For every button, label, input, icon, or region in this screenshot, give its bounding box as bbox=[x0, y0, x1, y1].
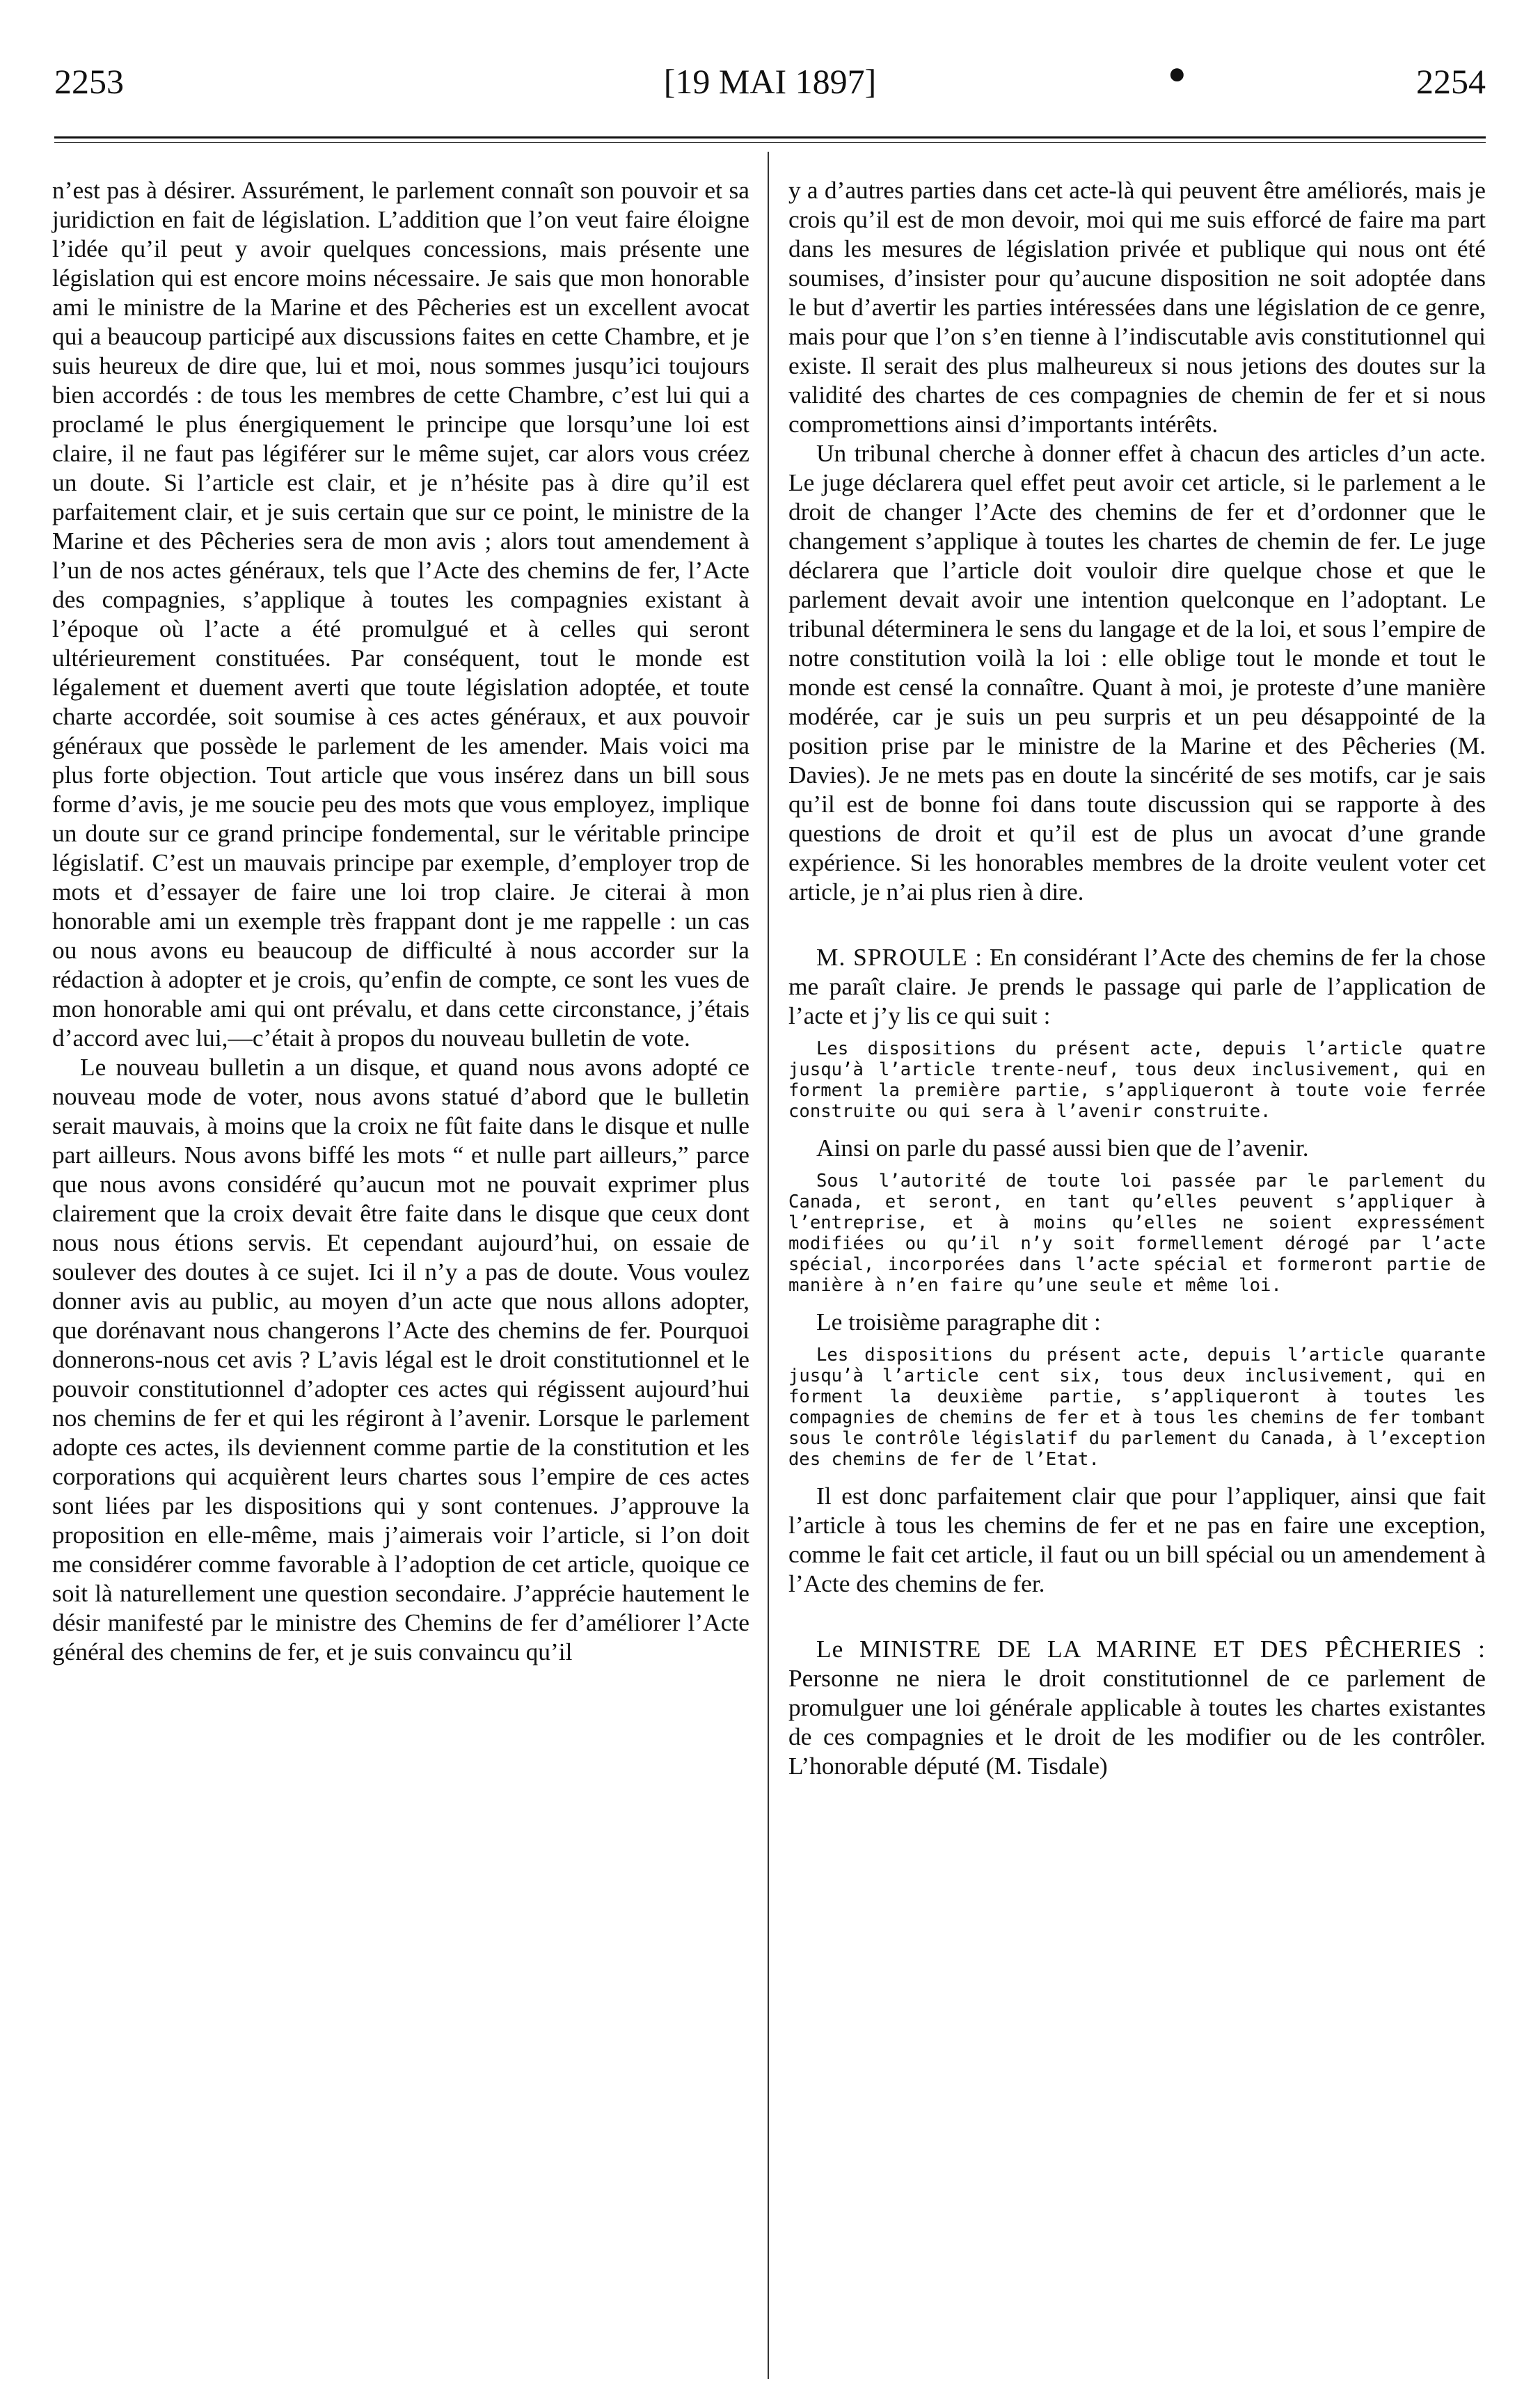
page-number-left: 2253 bbox=[54, 62, 124, 101]
paragraph: Un tribunal cherche à donner effet à chacun des articles d’un acte. Le juge déclarera quel effet peut avoir cet article, si le parlement a le droit de changer l’Acte des chemins de fer et d’ordonner que le changement s’applique à toutes les chartes de chemin de fer. Le juge déclarera que l’article doit vouloir dire quelque chose et que le parlement devait avoir une intention quelconque en l’adoptant. Le tribunal déterminera le sens du langage et de la loi, et sous l’empire de notre constitution voilà la loi : elle oblige tout le monde et tout le monde est censé la connaître. Quant à moi, je proteste d’une manière modérée, car je suis un peu surpris et un peu désappointé de la position prise par le ministre de la Marine et des Pêcheries (M. Davies). Je ne mets pas en doute la sincérité de ses motifs, car je sais qu’il est de bonne foi dans toute discussion qui se rapporte à des questions de droit et qu’il est de plus un avocat d’une grande expérience. Si les honorables membres de la droite veulent voter cet article, je n’ai plus rien à dire. bbox=[788, 439, 1486, 905]
paragraph: Le troisième paragraphe dit : bbox=[816, 1308, 1101, 1336]
left-column bbox=[52, 175, 749, 1666]
page-number-right: 2254 bbox=[1416, 62, 1486, 101]
block-quote: Sous l’autorité de toute loi passée par le parlement du Canada, et seront, en tant qu’elles peuvent s’appliquer à l’entreprise, et à moins qu’elles ne soient expressément modifiées ou qu’il n’y soit formellement dérogé par l’acte spécial, incorporées dans l’acte spécial et formeront partie de manière à n’en faire qu’une seule et même loi. bbox=[788, 1171, 1486, 1296]
block-quote: Les dispositions du présent acte, depuis l’article quarante jusqu’à l’article cent six, tous deux inclusivement, qui en forment la deuxième partie, s’appliqueront à toutes les compagnies de chemins de fer et à tous les chemins de fer tombant sous le contrôle législatif du parlement du Canada, à l’exception des chemins de fer de l’Etat. bbox=[788, 1345, 1486, 1470]
column-divider bbox=[768, 152, 769, 2379]
page-header bbox=[54, 56, 1486, 110]
speech-sproule bbox=[788, 942, 1486, 1030]
speech-text: Personne ne niera le droit constitutionnel de ce parlement de promulguer une loi générale applicable à toutes les chartes existantes de ces compagnies et le droit de les modifier ou de les contrôler. L’honorable député (M. Tisdale) bbox=[788, 1664, 1486, 1780]
speaker-name: M. SPROULE : bbox=[816, 943, 983, 971]
header-rule-thin bbox=[54, 142, 1486, 143]
paragraph: y a d’autres parties dans cet acte-là qui peuvent être améliorés, mais je crois qu’il est de mon devoir, moi qui me suis efforcé de faire ma part dans les mesures de législation privée et publique qui nous ont été soumises, d’insister pour qu’aucune disposition ne soit adoptée dans le but d’avertir les parties intéressées dans une législation de ce genre, mais pour que l’on s’en tienne à l’indiscutable avis constitutionnel qui existe. Il serait des plus malheureux si nous jetions des doutes sur la validité des chartes de ces compagnies de chemin de fer et si nous compromettions ainsi d’importants intérêts. bbox=[788, 176, 1486, 438]
speech-text: En considérant l’Acte des chemins de fer la chose me paraît claire. Je prends le passage qui parle de l’application de l’acte et j’y lis ce qui suit : bbox=[788, 943, 1486, 1029]
paragraph: Il est donc parfaitement clair que pour l’appliquer, ainsi que fait l’article à tous les chemins de fer et ne pas en faire une exception, comme le fait cet article, il faut ou un bill spécial ou un amendement à l’Acte des chemins de fer. bbox=[788, 1482, 1486, 1597]
paragraph: Ainsi on parle du passé aussi bien que de l’avenir. bbox=[816, 1134, 1309, 1162]
header-rule-thick bbox=[54, 136, 1486, 138]
paragraph: Le nouveau bulletin a un disque, et quand nous avons adopté ce nouveau mode de voter, nous avons statué d’abord que le bulletin serait mauvais, à moins que la croix ne fût faite dans le disque et nulle part ailleurs. Nous avons biffé les mots “ et nulle part ailleurs,” parce que nous avons considéré qu’aucun mot ne pouvait exprimer plus clairement que la croix devait être faite dans le disque que ceux dont nous nous étions servis. Et cependant aujourd’hui, on essaie de soulever des doutes à ce sujet. Ici il n’y a pas de doute. Vous voulez donner avis au public, au moyen d’un acte que nous allons adopter, que dorénavant nous changerons l’Acte des chemins de fer. Pourquoi donnerons-nous cet avis ? L’avis légal est le droit constitutionnel et le pouvoir constitutionnel d’adopter ces actes qui régissent aujourd’hui nos chemins de fer et qui les régiront à l’avenir. Lorsque le parlement adopte ces actes, ils deviennent comme partie de la constitution et les corporations qui acquièrent leurs chartes sous l’empire de ces actes sont liées par les dispositions qui y sont contenues. J’approuve la proposition en elle-même, mais j’aimerais voir l’article, si l’on doit me considérer comme favorable à l’adoption de cet article, quoique ce soit là naturellement une question secondaire. J’apprécie hautement le désir manifesté par le ministre des Chemins de fer d’améliorer l’Acte général des chemins de fer, et je suis convaincu qu’il bbox=[52, 1053, 749, 1665]
header-mark: ● bbox=[1168, 56, 1186, 90]
page-date: [19 MAI 1897] bbox=[663, 62, 877, 101]
right-column bbox=[788, 175, 1486, 1780]
speech-minister bbox=[788, 1634, 1486, 1780]
speaker-name: Le MINISTRE DE LA MARINE ET DES PÊCHERIES : bbox=[816, 1635, 1486, 1663]
block-quote: Les dispositions du présent acte, depuis l’article quatre jusqu’à l’article trente-neuf, tous deux inclusivement, qui en forment la première partie, s’appliqueront à toute voie ferrée construite ou qui sera à l’avenir construite. bbox=[788, 1038, 1486, 1122]
paragraph: n’est pas à désirer. Assurément, le parlement connaît son pouvoir et sa juridiction en fait de législation. L’addition que l’on veut faire éloigne l’idée qu’il peut y avoir quelques concessions, mais présente une législation qui est encore moins nécessaire. Je sais que mon honorable ami le ministre de la Marine et des Pêcheries est un excellent avocat qui a beaucoup participé aux discussions faites en cette Chambre, et je suis heureux de dire que, lui et moi, nous sommes jusqu’ici toujours bien accordés : de tous les membres de cette Chambre, c’est lui qui a proclamé le plus énergiquement le principe que lorsqu’une loi est claire, il ne faut pas légiférer sur le même sujet, car alors vous créez un doute. Si l’article est clair, et je n’hésite pas à dire qu’il est parfaitement clair, et je suis certain que sur ce point, le ministre de la Marine et des Pêcheries sera de mon avis ; alors tout amendement à l’un de nos actes généraux, tels que l’Acte des chemins de fer, l’Acte des compagnies, s’applique à toutes les compagnies existant à l’époque où l’acte a été promulgué et à celles qui seront ultérieurement constituées. Par conséquent, tout le monde est légalement et duement averti que toute législation adoptée, et toute charte accordée, soit soumise à ces actes généraux, et aux pouvoir généraux que possède le parlement de les amender. Mais voici ma plus forte objection. Tout article que vous insérez dans un bill sous forme d’avis, je me soucie peu des mots que vous employez, implique un doute sur ce grand principe fondemental, sur le véritable principe législatif. C’est un mauvais principe par exemple, d’employer trop de mots et d’essayer de faire une loi trop claire. Je citerai à mon honorable ami un exemple très frappant dont je me rappelle : un cas ou nous avons eu beaucoup de difficulté à nous accorder sur la rédaction à adopter et je crois, qu’enfin de compte, ce sont les vues de mon honorable ami qui ont prévalu, et dans cette circonstance, j’étais d’accord avec lui,—c’était à propos du nouveau bulletin de vote. bbox=[52, 176, 749, 1052]
